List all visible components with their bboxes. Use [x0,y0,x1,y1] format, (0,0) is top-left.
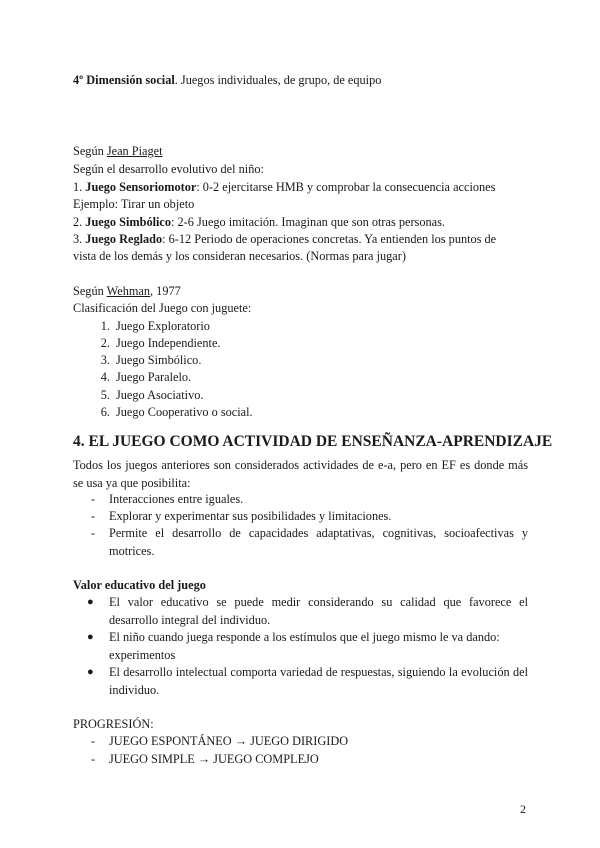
piaget-item-2 [73,213,445,231]
list-text: Juego Asociativo. [116,388,204,402]
piaget-example: Ejemplo: Tirar un objeto [73,197,195,211]
piaget-item-num: 2. [73,215,86,229]
wehman-list-item [73,334,221,352]
list-text: Juego Simbólico. [116,353,202,367]
dash-text: Explorar y experimentar sus posibilidades y limitaciones. [109,509,392,523]
wehman-intro: Clasificación del Juego con juguete: [73,301,252,315]
progresion-text: JUEGO SIMPLE → JUEGO COMPLEJO [109,752,319,766]
dimension-line [73,71,381,89]
piaget-item-1 [73,178,495,196]
piaget-item-term: Juego Reglado [85,232,163,246]
dimension-label: 4º Dimensión social [73,73,175,87]
wehman-prefix: Según [73,284,107,298]
list-text: Juego Paralelo. [116,370,192,384]
dash-text: Permite el desarrollo de capacidades adaptativas, cognitivas, socioafectivas y motrices. [109,526,528,558]
bullet-text: El desarrollo intelectual comporta variedad de respuestas, siguiendo la evolución del individuo. [109,665,528,697]
wehman-author: Wehman [106,284,151,298]
wehman-list-item [73,386,203,404]
piaget-item-text: : 0-2 ejercitarse HMB y comprobar la consecuencia acciones [196,180,496,194]
list-text: Juego Exploratorio [116,319,210,333]
wehman-list-item [73,351,201,369]
progresion-text: JUEGO ESPONTÁNEO → JUEGO DIRIGIDO [109,734,349,748]
dash-marker: - [91,526,96,540]
bullet-text: El valor educativo se puede medir considerando su calidad que favorece el desarrollo integral del individuo. [109,595,528,627]
section-heading: 4. EL JUEGO COMO ACTIVIDAD DE ENSEÑANZA-APRENDIZAJE [73,433,553,450]
bullet-dot-icon: ● [87,631,94,643]
section-paragraph: Todos los juegos anteriores son considerados actividades de e-a, pero en EF es donde más se usa ya que posibilita: [73,458,528,490]
dash-marker: - [91,734,96,748]
piaget-item-num: 1. [73,180,86,194]
valor-title [73,576,206,594]
dimension-text: . Juegos individuales, de grupo, de equipo [174,73,382,87]
bullet-dot-icon: ● [87,596,94,608]
bullet-dot-icon: ● [87,666,94,678]
list-number: 4. [100,370,110,384]
wehman-list-item [73,317,210,335]
dash-text: Interacciones entre iguales. [109,492,244,506]
progresion-title: PROGRESIÓN: [73,717,154,731]
valor-title-text: Valor educativo del juego [73,578,206,592]
piaget-item-text: : 6-12 Periodo de operaciones concretas. Ya entienden los puntos de [162,232,497,246]
bullet-text: El niño cuando juega responde a los estímulos que el juego mismo le va dando: experimentos [109,630,500,662]
piaget-item-text: : 2-6 Juego imitación. Imaginan que son otras personas. [171,215,445,229]
piaget-item-3-cont: vista de los demás y los consideran necesarios. (Normas para jugar) [73,249,406,263]
list-number: 2. [100,336,110,350]
list-number: 3. [100,353,110,367]
list-number: 5. [100,388,110,402]
piaget-source [73,142,163,160]
dash-marker: - [91,509,96,523]
piaget-item-3 [73,230,496,248]
list-text: Juego Independiente. [116,336,221,350]
piaget-intro: Según el desarrollo evolutivo del niño: [73,162,264,176]
wehman-year: , 1977 [150,284,181,298]
piaget-prefix: Según [73,144,107,158]
wehman-list-item [73,368,191,386]
page-number: 2 [520,802,526,816]
dash-marker: - [91,492,96,506]
piaget-author: Jean Piaget [106,144,163,158]
piaget-item-term: Juego Sensoriomotor [85,180,197,194]
list-number: 1. [100,319,110,333]
list-text: Juego Cooperativo o social. [116,405,253,419]
wehman-source [73,282,181,300]
wehman-list-item [73,403,253,421]
dash-marker: - [91,752,96,766]
list-number: 6. [100,405,110,419]
piaget-item-num: 3. [73,232,86,246]
piaget-item-term: Juego Simbólico [85,215,172,229]
